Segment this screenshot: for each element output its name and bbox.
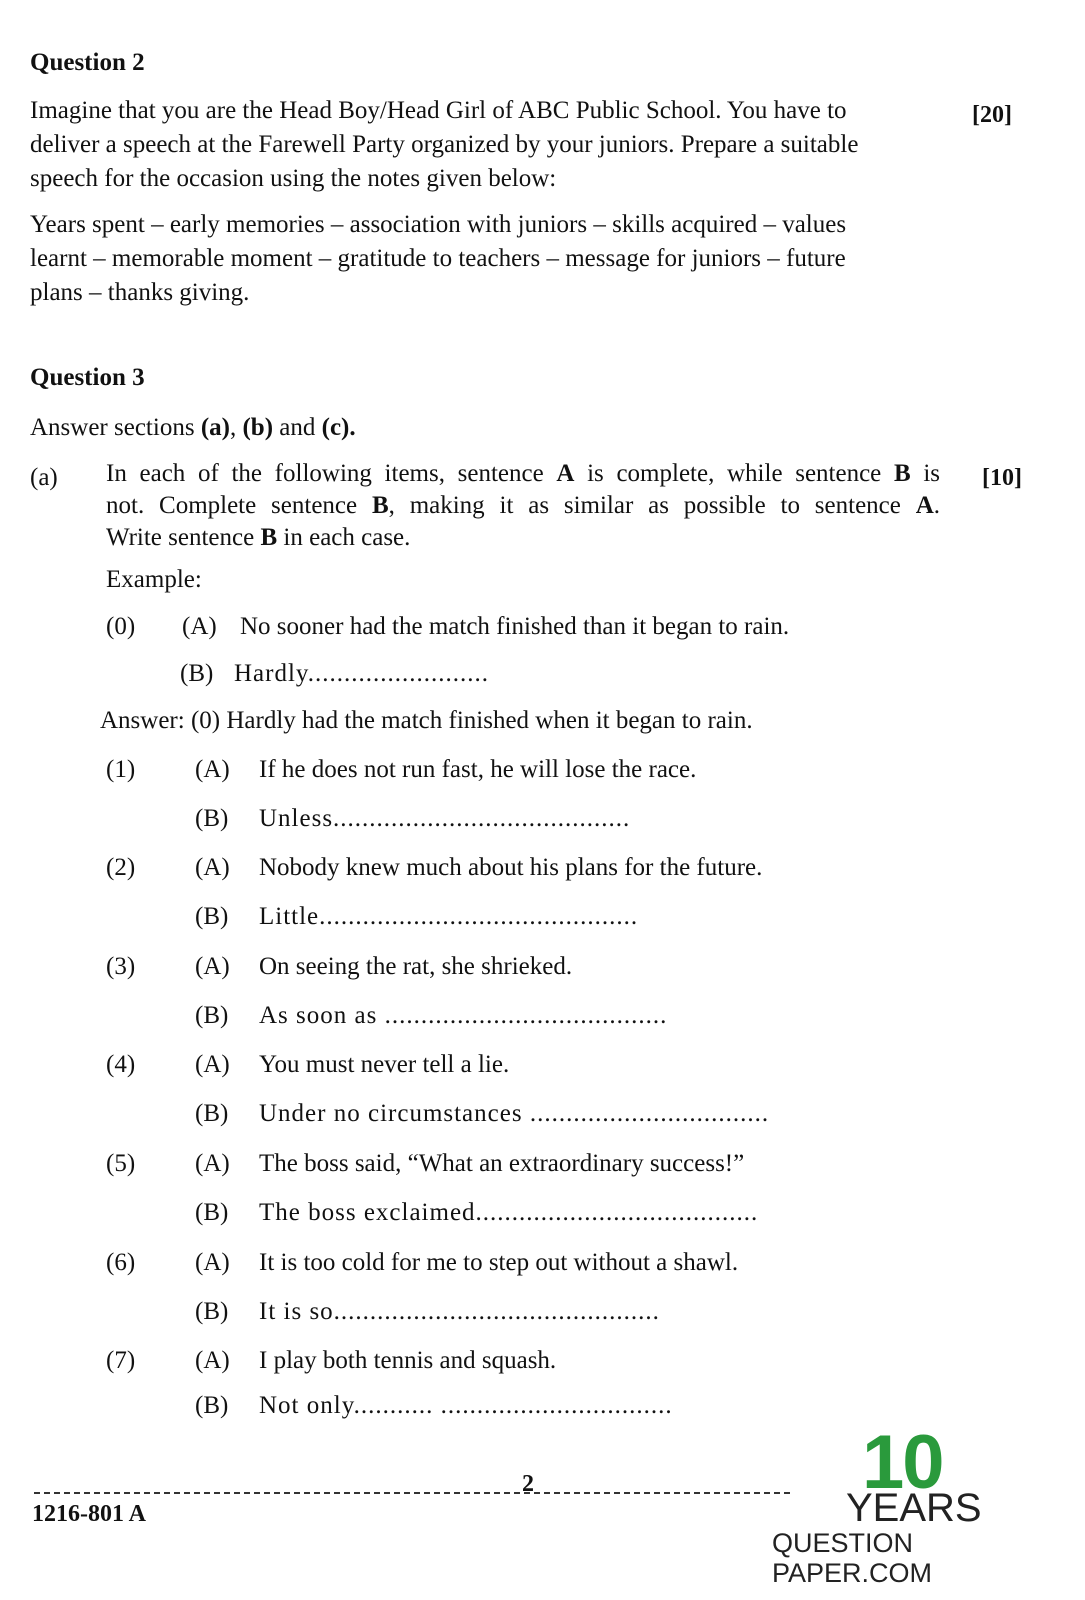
footer-dashed-divider	[34, 1492, 790, 1494]
page-number: 2	[522, 1471, 534, 1497]
instruction-line: In each of the following items, sentence A is complete, while sentence B is	[106, 460, 940, 487]
item-a-label: (A)	[195, 1051, 230, 1078]
item-number: (1)	[106, 756, 136, 783]
item-a-label: (A)	[195, 953, 230, 980]
item-a-text: You must never tell a lie.	[259, 1051, 510, 1078]
item-number: (4)	[106, 1051, 136, 1078]
prompt-line: Imagine that you are the Head Boy/Head Girl of ABC Public School. You have to	[30, 97, 847, 124]
section-a-instructions	[106, 457, 940, 553]
section-a-marks: [10]	[982, 465, 1022, 491]
item-b-text: Unless.........................................	[259, 805, 631, 832]
item-number: (3)	[106, 953, 136, 980]
item-a-text: Nobody knew much about his plans for the future.	[259, 854, 763, 881]
prompt-line: speech for the occasion using the notes given below:	[30, 165, 557, 192]
item-b-text: Under no circumstances .................................	[259, 1100, 770, 1127]
example-number: (0)	[106, 613, 136, 640]
item-number: (7)	[106, 1347, 136, 1374]
item-a-label: (A)	[195, 1150, 230, 1177]
notes-line: plans – thanks giving.	[30, 279, 250, 306]
instruction-part-a: (a)	[200, 414, 230, 441]
item-a-text: It is too cold for me to step out without a shawl.	[259, 1249, 739, 1276]
item-b-text: As soon as .......................................	[259, 1002, 668, 1029]
example-answer: Answer: (0) Hardly had the match finished when it began to rain.	[100, 707, 753, 734]
instruction-line: Write sentence B in each case.	[106, 524, 411, 551]
notes-line: learnt – memorable moment – gratitude to teachers – message for juniors – future	[30, 245, 846, 272]
question-2-notes	[30, 208, 950, 310]
item-number: (5)	[106, 1150, 136, 1177]
section-a-label: (a)	[30, 464, 58, 491]
logo-site: QUESTION PAPER.COM	[772, 1528, 933, 1588]
item-a-label: (A)	[195, 1249, 230, 1276]
item-a-text: The boss said, “What an extraordinary success!”	[259, 1150, 745, 1177]
item-a-label: (A)	[195, 1347, 230, 1374]
item-b-label: (B)	[195, 903, 229, 930]
example-a-text: No sooner had the match finished than it began to rain.	[240, 613, 790, 640]
instruction-sep: ,	[229, 414, 243, 441]
example-b-text: Hardly.........................	[234, 660, 490, 687]
instruction-text: Answer sections	[30, 414, 201, 441]
item-b-label: (B)	[195, 1392, 229, 1419]
item-a-text: If he does not run fast, he will lose the race.	[259, 756, 697, 783]
example-label: Example:	[106, 566, 202, 593]
item-b-label: (B)	[195, 1298, 229, 1325]
question-2-prompt	[30, 94, 950, 196]
item-b-label: (B)	[195, 1199, 229, 1226]
logo-number: 10	[862, 1420, 943, 1505]
instruction-sep: and	[273, 414, 322, 441]
question-2-marks: [20]	[972, 102, 1012, 128]
example-a-label: (A)	[182, 613, 217, 640]
ten-years-logo	[770, 1420, 1070, 1598]
item-a-text: I play both tennis and squash.	[259, 1347, 557, 1374]
example-b-label: (B)	[180, 660, 214, 687]
instruction-part-b: (b)	[242, 414, 274, 441]
notes-line: Years spent – early memories – association with juniors – skills acquired – values	[30, 211, 847, 238]
item-number: (2)	[106, 854, 136, 881]
prompt-line: deliver a speech at the Farewell Party organized by your juniors. Prepare a suitable	[30, 131, 859, 158]
logo-years: YEARS	[846, 1486, 982, 1530]
question-3-instruction	[30, 411, 356, 445]
item-b-text: The boss exclaimed.......................................	[259, 1199, 759, 1226]
paper-code: 1216-801 A	[32, 1501, 146, 1527]
item-a-text: On seeing the rat, she shrieked.	[259, 953, 573, 980]
instruction-part-c: (c).	[321, 414, 356, 441]
instruction-line: not. Complete sentence B, making it as similar as possible to sentence A.	[106, 492, 940, 519]
item-a-label: (A)	[195, 854, 230, 881]
item-b-text: It is so.............................................	[259, 1298, 660, 1325]
item-b-text: Little............................................	[259, 903, 639, 930]
item-b-label: (B)	[195, 1100, 229, 1127]
item-b-text: Not only........... ................................	[259, 1392, 673, 1419]
item-number: (6)	[106, 1249, 136, 1276]
question-3-title: Question 3	[30, 364, 145, 391]
item-a-label: (A)	[195, 756, 230, 783]
item-b-label: (B)	[195, 805, 229, 832]
question-2-title: Question 2	[30, 49, 145, 76]
item-b-label: (B)	[195, 1002, 229, 1029]
